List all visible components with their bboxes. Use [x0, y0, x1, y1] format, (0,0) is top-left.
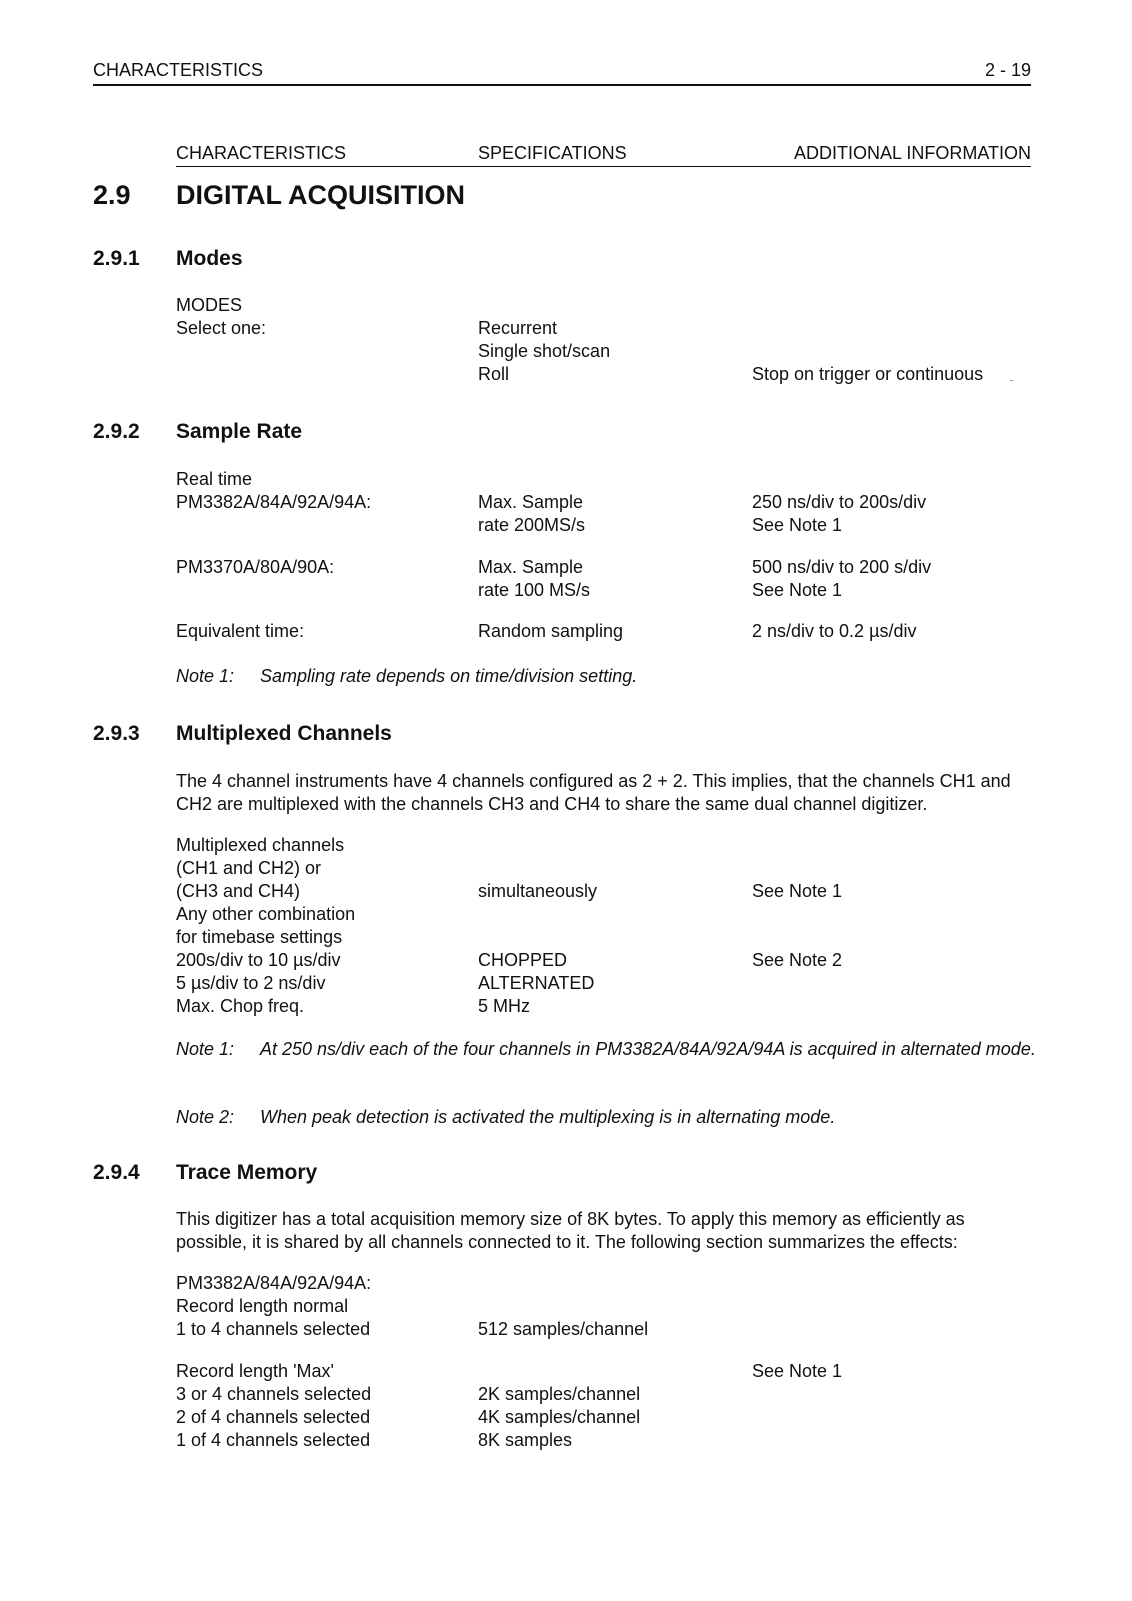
mode-roll: Roll	[478, 364, 510, 384]
multiplexed-spec-simultaneously: simultaneously	[478, 881, 598, 901]
sample-rate-model-2: PM3370A/80A/90A:	[176, 557, 335, 577]
multiplexed-info-note1: See Note 1	[752, 881, 843, 901]
multiplexed-line: for timebase settings	[176, 927, 343, 947]
record-length-max-label: Record length 'Max'	[176, 1361, 334, 1381]
multiplexed-line: 5 µs/div to 2 ns/div	[176, 973, 326, 993]
sample-rate-spec-1b: rate 200MS/s	[478, 515, 586, 535]
multiplexed-note-2	[176, 1106, 1031, 1129]
sample-rate-note-1	[176, 665, 1031, 688]
modes-select-label: Select one:	[176, 318, 267, 338]
record-length-max-row: 3 or 4 channels selected	[176, 1384, 372, 1404]
subsection-title: Multiplexed Channels	[176, 722, 392, 745]
record-length-normal-spec: 512 samples/channel	[478, 1319, 649, 1339]
multiplexed-info-note2: See Note 2	[752, 950, 843, 970]
multiplexed-spec-chop-freq: 5 MHz	[478, 996, 531, 1016]
multiplexed-line: (CH3 and CH4)	[176, 881, 301, 901]
sample-rate-spec-1a: Max. Sample	[478, 492, 584, 512]
sample-rate-spec-2b: rate 100 MS/s	[478, 580, 591, 600]
running-header-title: CHARACTERISTICS	[93, 60, 264, 80]
multiplexed-line: 200s/div to 10 µs/div	[176, 950, 341, 970]
column-heading-specifications: SPECIFICATIONS	[478, 143, 627, 163]
trace-memory-intro: This digitizer has a total acquisition memory size of 8K bytes. To apply this memory as efficiently as possible, it is shared by all channels connected to it. The following section summarizes the effects:	[176, 1209, 965, 1252]
record-length-normal-label: Record length normal	[176, 1296, 349, 1316]
note-text: At 250 ns/div each of the four channels in PM3382A/84A/92A/94A is acquired in alternated mode.	[260, 1039, 1036, 1059]
sample-rate-spec-2a: Max. Sample	[478, 557, 584, 577]
multiplexed-intro: The 4 channel instruments have 4 channels configured as 2 + 2. This implies, that the channels CH1 and CH2 are multiplexed with the channels CH3 and CH4 to share the same dual channel digitizer.	[176, 771, 1011, 814]
multiplexed-note-1	[176, 1038, 1036, 1084]
multiplexed-line: Any other combination	[176, 904, 356, 924]
scan-mark	[1010, 380, 1013, 381]
note-label: Note 1:	[176, 1039, 235, 1059]
subsection-number: 2.9.2	[93, 420, 140, 443]
trace-memory-model: PM3382A/84A/92A/94A:	[176, 1273, 372, 1293]
multiplexed-spec-chopped: CHOPPED	[478, 950, 568, 970]
multiplexed-line: (CH1 and CH2) or	[176, 858, 322, 878]
equivalent-time-spec: Random sampling	[478, 621, 624, 641]
subsection-number: 2.9.1	[93, 247, 140, 270]
running-header	[93, 58, 1031, 86]
equivalent-time-info: 2 ns/div to 0.2 µs/div	[752, 621, 917, 641]
section-title: DIGITAL ACQUISITION	[176, 180, 465, 210]
mode-recurrent: Recurrent	[478, 318, 558, 338]
real-time-label: Real time	[176, 469, 253, 489]
mode-roll-info: Stop on trigger or continuous	[752, 364, 984, 384]
equivalent-time-label: Equivalent time:	[176, 621, 305, 641]
column-heading-additional-information: ADDITIONAL INFORMATION	[793, 143, 1031, 163]
record-length-max-row: 2 of 4 channels selected	[176, 1407, 371, 1427]
column-heading-characteristics: CHARACTERISTICS	[176, 143, 347, 163]
note-text: Sampling rate depends on time/division setting.	[260, 666, 638, 686]
sample-rate-info-2a: 500 ns/div to 200 s/div	[752, 557, 932, 577]
modes-label: MODES	[176, 295, 243, 315]
column-headings	[176, 142, 1031, 167]
record-length-max-spec: 8K samples	[478, 1430, 573, 1450]
note-label: Note 1:	[176, 666, 235, 686]
section-number: 2.9	[93, 180, 131, 210]
record-length-max-spec: 2K samples/channel	[478, 1384, 641, 1404]
record-length-max-info: See Note 1	[752, 1361, 843, 1381]
multiplexed-line: Multiplexed channels	[176, 835, 345, 855]
record-length-max-row: 1 of 4 channels selected	[176, 1430, 371, 1450]
record-length-max-spec: 4K samples/channel	[478, 1407, 641, 1427]
record-length-normal-row: 1 to 4 channels selected	[176, 1319, 371, 1339]
subsection-number: 2.9.3	[93, 722, 140, 745]
sample-rate-model-1: PM3382A/84A/92A/94A:	[176, 492, 372, 512]
subsection-title: Trace Memory	[176, 1161, 318, 1184]
multiplexed-line: Max. Chop freq.	[176, 996, 305, 1016]
subsection-number: 2.9.4	[93, 1161, 140, 1184]
subsection-title: Sample Rate	[176, 420, 303, 443]
sample-rate-info-1a: 250 ns/div to 200s/div	[752, 492, 927, 512]
page-number: 2 - 19	[984, 60, 1031, 80]
sample-rate-info-2b: See Note 1	[752, 580, 843, 600]
sample-rate-info-1b: See Note 1	[752, 515, 843, 535]
note-label: Note 2:	[176, 1107, 235, 1127]
mode-single-shot: Single shot/scan	[478, 341, 611, 361]
multiplexed-spec-alternated: ALTERNATED	[478, 973, 595, 993]
subsection-title: Modes	[176, 247, 243, 270]
note-text: When peak detection is activated the multiplexing is in alternating mode.	[260, 1107, 836, 1127]
